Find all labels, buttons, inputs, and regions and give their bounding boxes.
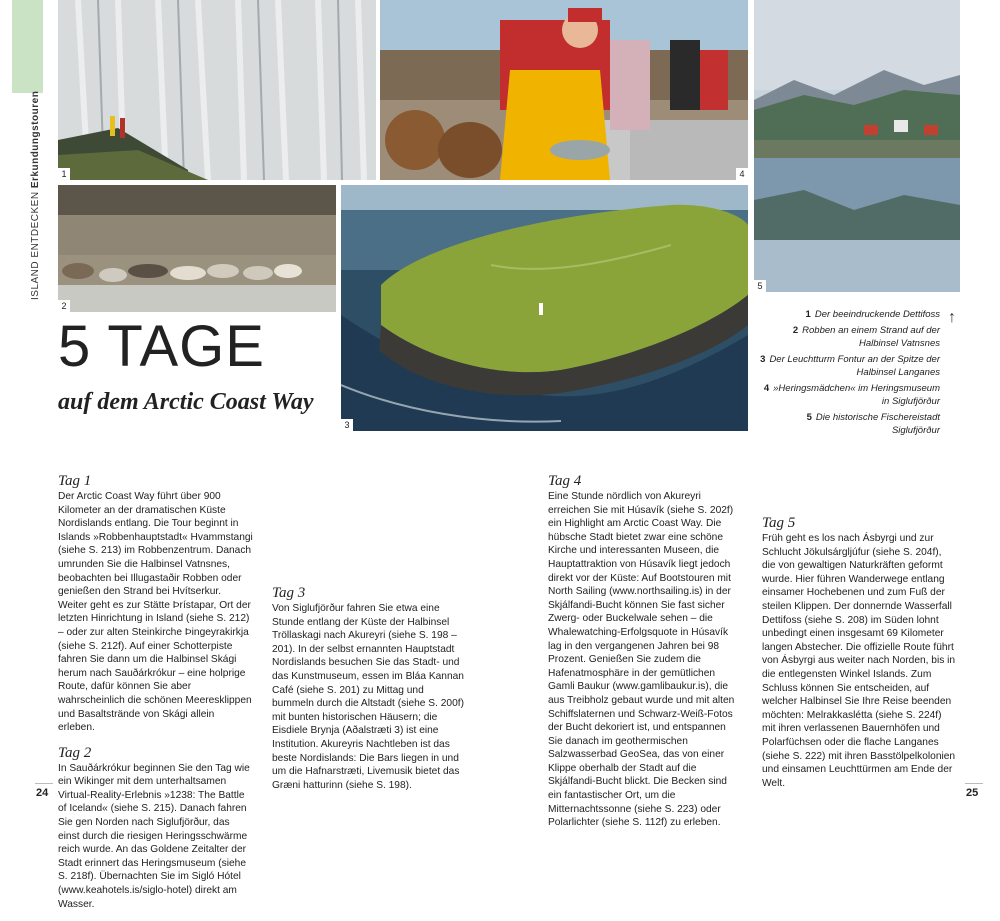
side-label-prefix: ISLAND ENTDECKEN	[30, 191, 41, 300]
day-1-heading: Tag 1	[58, 473, 92, 489]
page-divider	[965, 783, 983, 784]
page-divider	[35, 783, 53, 784]
page-number-left: 24	[36, 787, 49, 799]
photo-fontur-lighthouse	[341, 185, 748, 431]
caption-3	[760, 353, 940, 379]
photo-seals	[58, 185, 336, 312]
text-column-4	[762, 515, 957, 800]
photo-dettifoss	[58, 0, 376, 180]
section-side-label	[30, 91, 41, 300]
caption-5	[760, 411, 940, 437]
section-color-tab	[12, 0, 43, 93]
day-1-text: Der Arctic Coast Way führt über 900 Kilometer an der dramatischen Küste Nordislands entlang. Die Tour beginnt in Islands »Robbenhauptstadt« Hvammstangi (siehe S. 213) im Robbenzentrum. Danach umrunden Sie die Halbinsel Vatnsnes, beobachten bei Illugastaðir Robben oder genießen den Strand bei Hvítserkur. Weiter geht es zur Stätte Þrístapar, Ort der letzten Hinrichtung in Island (siehe S. 212) – oder zur alten Steinkirche Þingeyrakirkja (siehe S. 212f). Auf einer Schotterpiste fahren Sie dann um die Halbinsel Skági herum nach Sauðárkrókur – eine holprige Route, dafür können Sie aber wahrscheinlich die schönen Meeresklippen und Basaltstrände von Skági allein erleben.	[58, 491, 253, 734]
day-5-text: Früh geht es los nach Ásbyrgi und zur Schlucht Jökulsárgljúfur (siehe S. 204f), die von gewaltigen Naturkräften geformt wurde. Hier führen Wanderwege entlang einsamer Hochebenen und zum Fuß der steilen Klippen. Der donnernde Wasserfall Dettifoss (siehe S. 208) im Süden lohnt unbedingt einen insgesamt 69 Kilometer langen Abstecher. Die offizielle Route führt von Ásbyrgi aus weiter nach Norden, bis in die entlegensten Winkel Islands. Zum Schluss können Sie entscheiden, auf welcher Halbinsel Sie Ihre Reise beenden möchten: Melrakkaslétta (siehe S. 224f) mit ihren verlassenen Bauernhöfen und Polarfüchsen oder die flache Langanes (siehe S. 222) mit ihren Basstölpelkolonien und einsamen Leuchttürmen am Ende der Welt.	[762, 533, 956, 789]
arrow-up-icon: ↑	[948, 309, 956, 326]
caption-2	[760, 324, 940, 350]
day-2-heading: Tag 2	[58, 744, 92, 761]
caption-number: 3	[760, 354, 766, 365]
caption-number: 2	[792, 325, 799, 336]
photo-number: 3	[341, 419, 353, 431]
day-4-text: Eine Stunde nördlich von Akureyri erreichen Sie mit Húsavík (siehe S. 202f) ein Highlight am Arctic Coast Way. Die hübsche Stadt bietet zwar eine schöne Kirche und interessanten Museen, die Hauptattraktion von Húsavík liegt jedoch direkt vor der Küste: Auf Bootstouren mit North Sailing (www.northsailing.is) in der Skjálfandi-Bucht können Sie fast sicher Zwerg- oder Buckelwale sehen – die Whalewatching-Erfolgsquote in Húsavík lag in den vergangenen Jahren bei 98 Prozent. Genießen Sie zudem die Hafenatmosphäre in der gemütlichen Gamli Baukur (www.gamlibaukur.is), die aus Treibholz gebaut wurde und mit alten Schiffslaternen und Schwarz-Weiß-Fotos der Bucht dekoriert ist, und entspannen Sie danach im geothermischen Salzwasserbad GeoSea, das von einer Klippe oberhalb der Stadt auf die Skjálfandi-Bucht blickt. Die Becken sind ein fantastischer Ort, um die Mitternachtssonne (siehe S. 223) oder Polarlichter (siehe S. 112f) zu erleben.	[548, 491, 735, 829]
photo-captions	[760, 308, 940, 440]
caption-1	[760, 308, 940, 321]
caption-text: Die historische Fischereistadt Siglufjörður	[815, 412, 940, 436]
photo-number: 1	[58, 168, 70, 180]
caption-text: Der beeindruckende Dettifoss	[814, 309, 940, 320]
day-5-heading: Tag 5	[762, 515, 796, 531]
photo-number: 2	[58, 300, 70, 312]
day-2-text: In Sauðárkrókur beginnen Sie den Tag wie ein Wikinger mit dem unterhaltsamen Virtual-Reality-Erlebnis »1238: The Battle of Iceland« (siehe S. 215). Danach fahren Sie gen Norden nach Siglufjörður, das einst durch die riesigen Heringsschwärme reich wurde. An das Goldene Zeitalter der Stadt erinnert das Heringsmuseum (siehe S. 218f). Übernachten Sie im Sigló Hótel (www.keahotels.is/siglo-hotel) direkt am Wasser.	[58, 762, 250, 910]
day-4-heading: Tag 4	[548, 473, 582, 489]
text-column-1	[58, 473, 253, 921]
caption-number: 4	[763, 383, 770, 394]
caption-text: Der Leuchtturm Fontur an der Spitze der Halbinsel Langanes	[769, 354, 940, 378]
day-3-heading: Tag 3	[272, 585, 306, 601]
photo-number: 4	[736, 168, 748, 180]
side-label-section: Erkundungstouren	[30, 90, 41, 189]
caption-4	[760, 382, 940, 408]
day-3-text: Von Siglufjörður fahren Sie etwa eine Stunde entlang der Küste der Halbinsel Tröllaskagi nach Akureyri (siehe S. 198 – 201). In der selbst ernannten Hauptstadt Nordislands besuchen Sie das Stadt- und das Kunstmuseum, essen im Bláa Kannan Café (siehe S. 201) zu Mittag und bummeln durch die Altstadt (siehe S. 200f) mit bunten historischen Häusern; die Eisdiele Brynja (Aðalstræti 3) ist eine Institution. Akureyris Nachtleben ist das beste Nordislands: Die Bars liegen in und um die Hafnarstræti, Livemusik bietet das Græni hatturinn (siehe S. 198).	[272, 603, 464, 791]
text-column-3	[548, 473, 743, 840]
caption-text: »Heringsmädchen« im Heringsmuseum in Siglufjörður	[773, 383, 940, 407]
photo-siglufjordur	[754, 0, 960, 292]
caption-number: 1	[805, 309, 811, 320]
page-subtitle: auf dem Arctic Coast Way	[58, 389, 314, 415]
caption-number: 5	[806, 412, 812, 423]
text-column-2	[272, 585, 467, 802]
caption-text: Robben an einem Strand auf der Halbinsel Vatnsnes	[802, 325, 940, 349]
page-title: 5 TAGE	[58, 314, 265, 379]
photo-herring-girls	[380, 0, 748, 180]
page-number-right: 25	[966, 787, 979, 799]
photo-number: 5	[754, 280, 766, 292]
